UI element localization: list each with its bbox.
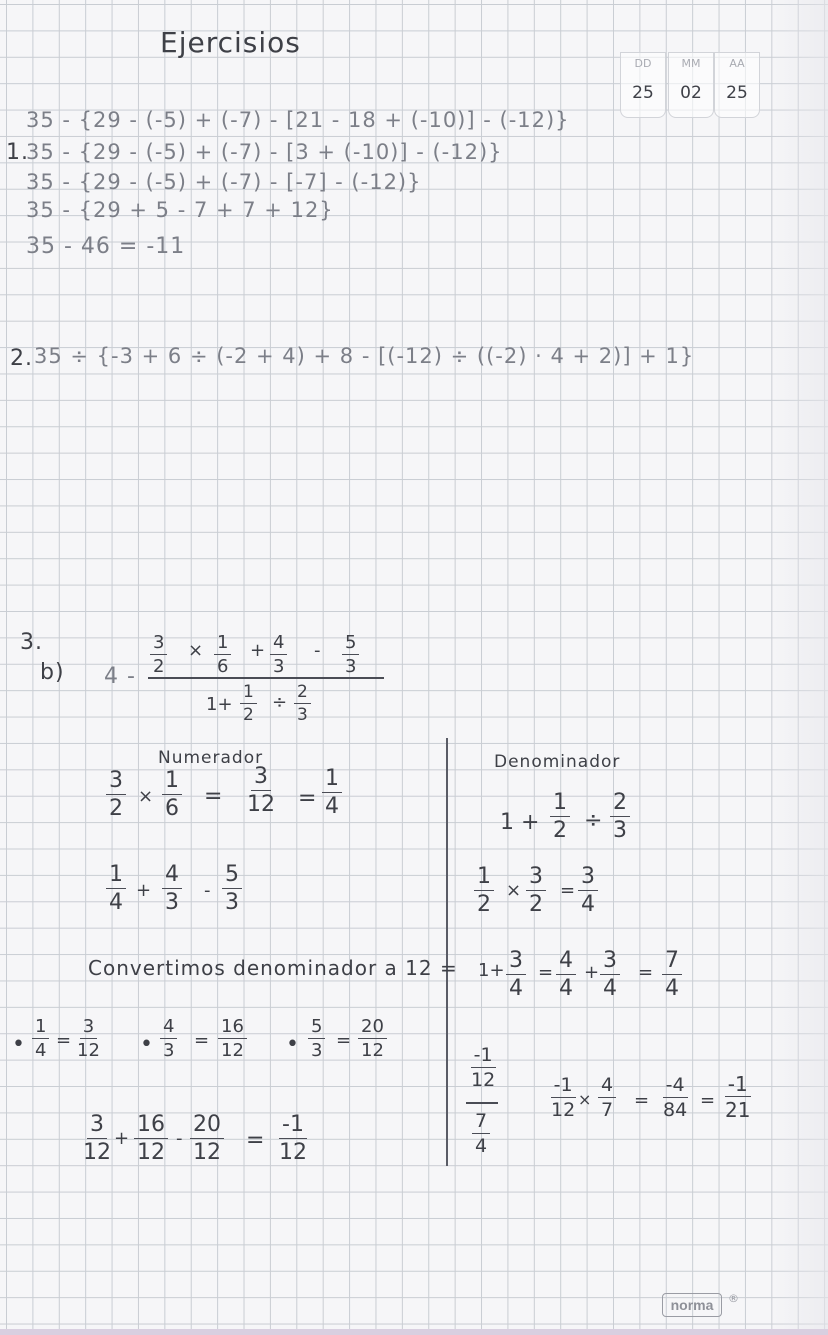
final-frac-c: [660, 1076, 690, 1120]
conv-1-eq: =: [56, 1030, 72, 1051]
frac-denominator: 3: [311, 1040, 323, 1061]
den-r2-frac-c: [578, 866, 598, 916]
frac-numerator: -1: [471, 1046, 496, 1068]
frac-numerator: 5: [342, 634, 359, 655]
frac-numerator: 3: [578, 866, 598, 891]
frac-numerator: -1: [725, 1074, 751, 1097]
frac-denominator: 3: [163, 1040, 175, 1061]
frac-denominator: 4: [475, 1135, 488, 1157]
den-r2-eq: =: [560, 880, 576, 901]
frac-numerator: 3: [106, 770, 126, 795]
frac-numerator: 1: [322, 768, 342, 793]
final-frac-d: [722, 1074, 753, 1120]
sum-plus: +: [114, 1128, 130, 1149]
frac-denominator: 2: [477, 892, 491, 917]
frac-denominator: 21: [725, 1098, 751, 1122]
frac-denominator: 7: [601, 1099, 614, 1121]
date-month-label: MM: [681, 57, 701, 70]
frac-denominator: 2: [553, 818, 567, 843]
sum-frac-a: [80, 1114, 114, 1164]
frac-denominator: 3: [273, 656, 285, 677]
frac-denominator: 3: [345, 656, 357, 677]
frac-numerator: 3: [251, 766, 271, 791]
date-month-value: 02: [680, 83, 702, 103]
den-r3-frac-b: [556, 950, 576, 1000]
sum-frac-result: [276, 1114, 310, 1164]
frac-numerator: -1: [551, 1076, 576, 1098]
main-top-frac-3: [270, 634, 287, 676]
den-r3-frac-d: [662, 950, 682, 1000]
conv-2-frac-b: [218, 1018, 247, 1060]
date-box: [616, 52, 756, 118]
main-bottom-one: 1+: [206, 694, 233, 715]
num-r1-frac-d: [322, 768, 342, 818]
den-r1-frac-a: [550, 792, 570, 842]
exercise-3-lead: 4 -: [104, 664, 136, 689]
sum-frac-c: [190, 1114, 224, 1164]
frac-denominator: 2: [109, 796, 123, 821]
frac-numerator: 7: [662, 950, 682, 975]
frac-numerator: 5: [222, 864, 242, 889]
den-stack-bar: [466, 1102, 498, 1104]
date-month-cell: [668, 52, 714, 118]
frac-denominator: 4: [581, 892, 595, 917]
sum-eq: =: [246, 1128, 265, 1153]
frac-denominator: 4: [35, 1040, 47, 1061]
frac-denominator: 4: [325, 794, 339, 819]
den-r3-frac-c: [600, 950, 620, 1000]
registered-mark: ®: [728, 1292, 739, 1305]
frac-numerator: 1: [240, 684, 257, 704]
final-frac-a: [548, 1076, 578, 1120]
frac-denominator: 4: [665, 976, 679, 1001]
frac-numerator: 4: [270, 634, 287, 655]
norma-logo: norma: [662, 1293, 722, 1317]
conv-3-frac-a: [308, 1018, 325, 1060]
num-r1-eq-1: =: [204, 784, 223, 809]
frac-denominator: 2: [153, 656, 165, 677]
exercise-1-line-3: 35 - {29 - (-5) + (-7) - [-7] - (-12)}: [26, 170, 422, 194]
conv-2-frac-a: [160, 1018, 177, 1060]
frac-numerator: 3: [506, 950, 526, 975]
frac-denominator: 4: [109, 890, 123, 915]
exercise-3-number: 3.: [20, 630, 43, 655]
main-bottom-frac-1: [240, 684, 257, 724]
page-title: Ejercisios: [160, 26, 301, 59]
frac-numerator: 1: [214, 634, 231, 655]
num-r1-frac-b: [162, 770, 182, 820]
conv-2-eq: =: [194, 1030, 210, 1051]
conv-3-eq: =: [336, 1030, 352, 1051]
den-r3-eq-1: =: [538, 962, 554, 983]
exercise-1-line-5: 35 - 46 = -11: [26, 234, 186, 259]
frac-denominator: 12: [247, 792, 275, 817]
main-top-frac-2: [214, 634, 231, 676]
convert-note: Convertimos denominador a 12 =: [88, 956, 458, 980]
den-r1-frac-b: [610, 792, 630, 842]
frac-denominator: 3: [165, 890, 179, 915]
exercise-2-number: 2.: [10, 346, 33, 371]
main-top-frac-1: [150, 634, 167, 676]
frac-numerator: 4: [162, 864, 182, 889]
sum-minus: -: [176, 1128, 183, 1149]
den-stack-bottom: [472, 1112, 490, 1156]
den-r3-one: 1+: [478, 960, 505, 981]
den-r2-times: ×: [506, 880, 522, 901]
page-edge-shade: [768, 0, 828, 1335]
frac-denominator: 4: [603, 976, 617, 1001]
num-r1-frac-a: [106, 770, 126, 820]
frac-numerator: 1: [32, 1018, 49, 1039]
frac-numerator: 7: [472, 1112, 490, 1134]
frac-denominator: 12: [77, 1040, 100, 1061]
frac-denominator: 12: [83, 1140, 111, 1165]
frac-denominator: 4: [509, 976, 523, 1001]
main-top-times: ×: [188, 640, 204, 661]
date-day-label: DD: [634, 57, 652, 70]
frac-numerator: 4: [160, 1018, 177, 1039]
frac-denominator: 12: [137, 1140, 165, 1165]
num-r2-frac-c: [222, 864, 242, 914]
frac-numerator: 20: [190, 1114, 224, 1139]
final-eq-1: =: [634, 1090, 650, 1111]
frac-denominator: 12: [221, 1040, 244, 1061]
frac-denominator: 12: [471, 1069, 496, 1091]
den-r1-div: ÷: [584, 808, 603, 833]
denominador-heading: Denominador: [494, 752, 621, 772]
final-eq-2: =: [700, 1090, 716, 1111]
frac-denominator: 3: [225, 890, 239, 915]
frac-denominator: 2: [243, 705, 254, 725]
frac-numerator: 16: [218, 1018, 247, 1039]
frac-numerator: 2: [610, 792, 630, 817]
frac-denominator: 2: [529, 892, 543, 917]
conv-2-bullet: •: [140, 1032, 153, 1057]
den-r3-plus: +: [584, 962, 600, 983]
frac-numerator: 5: [308, 1018, 325, 1039]
main-bottom-div: ÷: [272, 692, 288, 713]
exercise-1-line-1: 35 - {29 - (-5) + (-7) - [21 - 18 + (-10)] - (-12)}: [26, 108, 570, 132]
frac-numerator: 4: [556, 950, 576, 975]
frac-denominator: 3: [297, 705, 308, 725]
exercise-1-line-2: 35 - {29 - (-5) + (-7) - [3 + (-10)] - (-12)}: [26, 140, 503, 164]
frac-numerator: 20: [358, 1018, 387, 1039]
den-stack-top: [468, 1046, 498, 1090]
conv-3-bullet: •: [286, 1032, 299, 1057]
num-r2-minus: -: [204, 880, 211, 901]
frac-numerator: 3: [150, 634, 167, 655]
frac-numerator: 16: [134, 1114, 168, 1139]
num-r1-eq-2: =: [298, 786, 317, 811]
num-r1-times: ×: [138, 786, 154, 807]
frac-numerator: 3: [600, 950, 620, 975]
frac-numerator: 3: [80, 1018, 97, 1039]
frac-denominator: 12: [279, 1140, 307, 1165]
frac-numerator: 1: [106, 864, 126, 889]
conv-1-frac-a: [32, 1018, 49, 1060]
frac-numerator: 3: [87, 1114, 107, 1139]
main-top-frac-4: [342, 634, 359, 676]
exercise-3-part: b): [40, 660, 65, 685]
main-fraction-bar: [148, 677, 384, 679]
frac-numerator: 1: [162, 770, 182, 795]
frac-denominator: 12: [193, 1140, 221, 1165]
date-year-label: AA: [729, 57, 745, 70]
main-bottom-frac-2: [294, 684, 311, 724]
den-r3-frac-a: [506, 950, 526, 1000]
frac-numerator: -1: [279, 1114, 307, 1139]
frac-denominator: 6: [165, 796, 179, 821]
frac-numerator: -4: [663, 1076, 688, 1098]
num-r2-frac-a: [106, 864, 126, 914]
num-r1-frac-c: [244, 766, 278, 816]
date-year-value: 25: [726, 83, 748, 103]
frac-numerator: 1: [550, 792, 570, 817]
numerador-heading: Numerador: [158, 748, 264, 768]
frac-numerator: 4: [598, 1076, 616, 1098]
final-frac-b: [598, 1076, 616, 1120]
date-day-cell: [620, 52, 666, 118]
frac-numerator: 1: [474, 866, 494, 891]
den-r2-frac-b: [526, 866, 546, 916]
conv-3-frac-b: [358, 1018, 387, 1060]
frac-denominator: 84: [663, 1099, 688, 1121]
frac-numerator: 2: [294, 684, 311, 704]
final-times: ×: [578, 1090, 592, 1109]
column-divider: [446, 738, 448, 1166]
frac-numerator: 3: [526, 866, 546, 891]
exercise-1-line-4: 35 - {29 + 5 - 7 + 7 + 12}: [26, 198, 334, 222]
frac-denominator: 12: [361, 1040, 384, 1061]
den-r2-frac-a: [474, 866, 494, 916]
sum-frac-b: [134, 1114, 168, 1164]
frac-denominator: 12: [551, 1099, 576, 1121]
main-top-plus: +: [250, 640, 266, 661]
num-r2-frac-b: [162, 864, 182, 914]
page-bottom-edge: [0, 1329, 828, 1335]
main-top-minus: -: [314, 640, 321, 661]
den-r1-one: 1 +: [500, 810, 540, 835]
frac-denominator: 4: [559, 976, 573, 1001]
num-r2-plus: +: [136, 880, 152, 901]
conv-1-frac-b: [74, 1018, 103, 1060]
exercise-2-expression: 35 ÷ {-3 + 6 ÷ (-2 + 4) + 8 - [(-12) ÷ ((-2) · 4 + 2)] + 1}: [34, 344, 695, 368]
frac-denominator: 3: [613, 818, 627, 843]
exercise-1-number: 1.: [6, 140, 29, 165]
date-day-value: 25: [632, 83, 654, 103]
conv-1-bullet: •: [12, 1032, 25, 1057]
frac-denominator: 6: [217, 656, 229, 677]
date-year-cell: [714, 52, 760, 118]
den-r3-eq-2: =: [638, 962, 654, 983]
